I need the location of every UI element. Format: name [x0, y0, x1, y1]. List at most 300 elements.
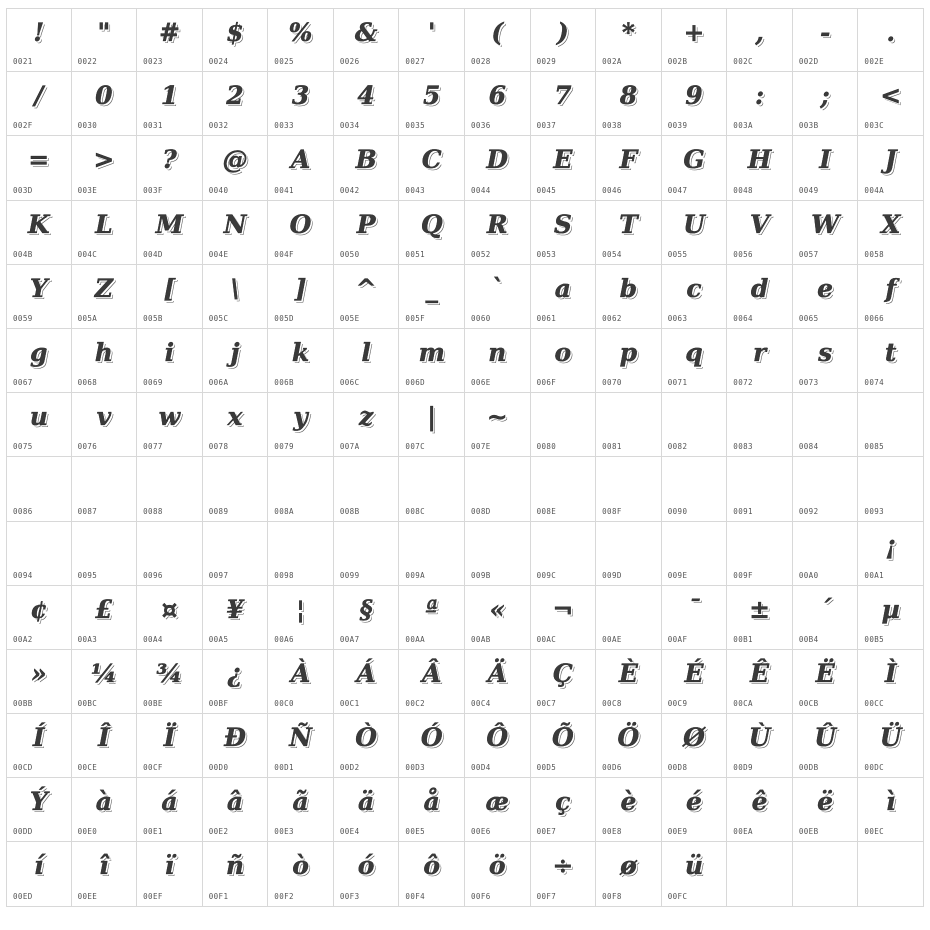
glyph-cell[interactable] [596, 586, 662, 650]
glyph-cell[interactable] [531, 201, 597, 265]
glyph-cell[interactable] [793, 586, 859, 650]
glyph-cell[interactable] [858, 72, 924, 136]
glyph-cell[interactable] [6, 329, 72, 393]
glyph-cell[interactable] [137, 586, 203, 650]
glyph-codepoint: 0072 [733, 378, 753, 388]
glyph-codepoint: 0067 [13, 378, 33, 388]
glyph-character [662, 397, 727, 437]
glyph-cell[interactable] [793, 8, 859, 72]
glyph-cell[interactable] [858, 842, 924, 906]
glyph-cell[interactable] [465, 201, 531, 265]
glyph-cell[interactable] [662, 72, 728, 136]
glyph-cell[interactable] [727, 136, 793, 200]
glyph-cell[interactable] [399, 714, 465, 778]
glyph-cell[interactable] [531, 8, 597, 72]
glyph-cell[interactable] [72, 650, 138, 714]
glyph-cell[interactable] [203, 778, 269, 842]
glyph-cell[interactable] [727, 842, 793, 906]
glyph-character: ¡ [885, 530, 897, 560]
glyph-cell[interactable] [72, 457, 138, 521]
glyph-cell[interactable] [137, 842, 203, 906]
glyph-cell[interactable] [531, 522, 597, 586]
glyph-codepoint: 00BC [77, 699, 98, 709]
glyph-character: µ [881, 594, 900, 624]
glyph-cell[interactable] [465, 522, 531, 586]
glyph-character [662, 526, 727, 566]
glyph-codepoint: 00F1 [208, 891, 229, 901]
glyph-character: S [553, 209, 572, 239]
glyph-character: ´ [818, 594, 832, 624]
glyph-cell[interactable] [858, 522, 924, 586]
glyph-cell[interactable] [662, 522, 728, 586]
glyph-cell[interactable] [203, 714, 269, 778]
glyph-character: 8 [619, 81, 638, 111]
glyph-cell[interactable] [137, 714, 203, 778]
glyph-character: » [30, 658, 47, 688]
glyph-cell[interactable] [465, 72, 531, 136]
glyph-cell[interactable] [268, 393, 334, 457]
glyph-codepoint: 00A1 [864, 570, 885, 580]
glyph-cell[interactable] [596, 778, 662, 842]
glyph-cell[interactable] [793, 329, 859, 393]
glyph-cell[interactable] [399, 842, 465, 906]
glyph-cell[interactable] [727, 265, 793, 329]
glyph-character: Í [32, 723, 45, 753]
glyph-cell[interactable] [6, 778, 72, 842]
glyph-codepoint: 0080 [536, 442, 557, 452]
glyph-cell[interactable] [137, 522, 203, 586]
glyph-character: Î [98, 723, 110, 753]
glyph-cell[interactable] [662, 778, 728, 842]
glyph-character: ã [292, 787, 309, 817]
glyph-codepoint: 00A6 [274, 634, 294, 644]
glyph-codepoint: 0061 [536, 313, 557, 323]
glyph-character [203, 461, 268, 501]
glyph-cell[interactable] [399, 8, 465, 72]
glyph-cell[interactable] [6, 72, 72, 136]
glyph-codepoint: 005B [143, 313, 163, 323]
glyph-cell[interactable] [334, 329, 400, 393]
glyph-cell[interactable] [531, 457, 597, 521]
glyph-cell[interactable] [137, 778, 203, 842]
glyph-codepoint: 004B [13, 249, 33, 259]
glyph-cell[interactable] [399, 329, 465, 393]
glyph-cell[interactable] [399, 201, 465, 265]
glyph-cell[interactable] [858, 457, 924, 521]
glyph-character: Ý [29, 787, 48, 817]
glyph-cell[interactable] [596, 201, 662, 265]
glyph-cell[interactable] [662, 393, 728, 457]
glyph-cell[interactable] [137, 72, 203, 136]
glyph-character: ; [820, 81, 830, 111]
glyph-character: Ò [355, 723, 378, 753]
glyph-codepoint: 00DC [864, 763, 885, 773]
glyph-codepoint: 00E2 [208, 827, 229, 837]
glyph-codepoint: 0047 [667, 185, 688, 195]
glyph-codepoint: 0053 [536, 249, 557, 259]
glyph-cell[interactable] [531, 586, 597, 650]
glyph-cell[interactable] [268, 136, 334, 200]
glyph-cell[interactable] [399, 72, 465, 136]
glyph-cell[interactable] [72, 265, 138, 329]
glyph-cell[interactable] [727, 393, 793, 457]
glyph-codepoint: 0035 [405, 121, 426, 131]
glyph-codepoint: 003A [733, 121, 753, 131]
glyph-character: ` [491, 273, 504, 303]
glyph-cell[interactable] [137, 457, 203, 521]
glyph-cell[interactable] [793, 522, 859, 586]
glyph-character: ÷ [552, 851, 574, 881]
glyph-codepoint: 00BE [143, 699, 163, 709]
glyph-codepoint: 00AE [602, 634, 622, 644]
glyph-codepoint: 00A4 [143, 634, 163, 644]
glyph-cell[interactable] [531, 265, 597, 329]
glyph-cell[interactable] [334, 8, 400, 72]
glyph-cell[interactable] [727, 714, 793, 778]
glyph-cell[interactable] [727, 522, 793, 586]
glyph-cell[interactable] [72, 714, 138, 778]
glyph-cell[interactable] [727, 778, 793, 842]
glyph-cell[interactable] [334, 393, 400, 457]
glyph-character: Ñ [289, 723, 312, 753]
glyph-cell[interactable] [203, 265, 269, 329]
glyph-cell[interactable] [858, 778, 924, 842]
glyph-cell[interactable] [268, 329, 334, 393]
glyph-cell[interactable] [268, 586, 334, 650]
glyph-codepoint: 00E7 [536, 827, 557, 837]
glyph-character: p [619, 337, 638, 367]
glyph-character: 5 [423, 81, 441, 111]
glyph-character: È [618, 658, 638, 688]
glyph-codepoint: 0099 [339, 570, 360, 580]
glyph-cell[interactable] [531, 842, 597, 906]
glyph-cell[interactable] [268, 650, 334, 714]
glyph-codepoint: 00CB [798, 699, 819, 709]
glyph-character: n [488, 337, 507, 367]
glyph-character: í [34, 851, 44, 881]
glyph-cell[interactable] [727, 72, 793, 136]
glyph-cell[interactable] [531, 714, 597, 778]
glyph-cell[interactable] [72, 8, 138, 72]
glyph-codepoint: 0033 [274, 121, 294, 131]
glyph-cell[interactable] [203, 393, 269, 457]
glyph-character [203, 526, 268, 566]
glyph-cell[interactable] [793, 136, 859, 200]
glyph-cell[interactable] [203, 72, 269, 136]
glyph-cell[interactable] [793, 457, 859, 521]
glyph-cell[interactable] [596, 714, 662, 778]
glyph-cell[interactable] [858, 201, 924, 265]
glyph-codepoint: 00E6 [470, 827, 491, 837]
glyph-character: u [29, 402, 48, 432]
glyph-cell[interactable] [268, 457, 334, 521]
glyph-cell[interactable] [268, 778, 334, 842]
glyph-codepoint: 00D3 [405, 763, 426, 773]
glyph-codepoint: 008A [274, 506, 294, 516]
glyph-cell[interactable] [596, 329, 662, 393]
glyph-cell[interactable] [334, 842, 400, 906]
glyph-cell[interactable] [662, 457, 728, 521]
glyph-cell[interactable] [6, 457, 72, 521]
glyph-cell[interactable] [531, 329, 597, 393]
glyph-codepoint: 0095 [77, 570, 98, 580]
glyph-cell[interactable] [72, 393, 138, 457]
glyph-cell[interactable] [72, 586, 138, 650]
glyph-cell[interactable] [596, 522, 662, 586]
glyph-cell[interactable] [596, 72, 662, 136]
glyph-cell[interactable] [203, 457, 269, 521]
glyph-character: 3 [291, 81, 310, 111]
glyph-cell[interactable] [6, 393, 72, 457]
glyph-cell[interactable] [399, 586, 465, 650]
glyph-codepoint: 0022 [77, 57, 98, 67]
glyph-cell[interactable] [662, 842, 728, 906]
glyph-character: 9 [685, 81, 703, 111]
glyph-cell[interactable] [137, 8, 203, 72]
glyph-codepoint: 00EC [864, 827, 885, 837]
glyph-cell[interactable] [596, 842, 662, 906]
glyph-cell[interactable] [72, 201, 138, 265]
glyph-character: ä [358, 787, 375, 817]
glyph-character [858, 846, 923, 886]
glyph-cell[interactable] [203, 650, 269, 714]
glyph-codepoint: 008C [405, 506, 426, 516]
glyph-cell[interactable] [399, 650, 465, 714]
glyph-character: H [747, 145, 772, 175]
glyph-cell[interactable] [662, 329, 728, 393]
glyph-cell[interactable] [793, 650, 859, 714]
glyph-cell[interactable] [334, 265, 400, 329]
glyph-codepoint: 0094 [13, 570, 33, 580]
glyph-character: æ [485, 787, 509, 817]
glyph-cell[interactable] [662, 714, 728, 778]
glyph-character: î [99, 851, 109, 881]
glyph-character: ª [425, 594, 438, 624]
glyph-cell[interactable] [72, 136, 138, 200]
glyph-cell[interactable] [72, 329, 138, 393]
glyph-cell[interactable] [6, 650, 72, 714]
glyph-cell[interactable] [268, 522, 334, 586]
glyph-cell[interactable] [137, 201, 203, 265]
glyph-cell[interactable] [399, 265, 465, 329]
glyph-character: ï [164, 851, 175, 881]
glyph-character: ± [749, 594, 771, 624]
glyph-cell[interactable] [465, 650, 531, 714]
glyph-character: o [554, 337, 572, 367]
glyph-cell[interactable] [727, 586, 793, 650]
glyph-cell[interactable] [858, 265, 924, 329]
glyph-character: % [288, 18, 313, 47]
glyph-cell[interactable] [662, 586, 728, 650]
glyph-cell[interactable] [334, 522, 400, 586]
glyph-character: Ü [879, 723, 902, 753]
glyph-character: " [97, 18, 111, 47]
glyph-character: ! [33, 18, 45, 47]
glyph-cell[interactable] [6, 714, 72, 778]
glyph-character: ] [294, 273, 307, 303]
glyph-cell[interactable] [465, 329, 531, 393]
glyph-cell[interactable] [727, 8, 793, 72]
glyph-cell[interactable] [137, 265, 203, 329]
glyph-cell[interactable] [6, 8, 72, 72]
glyph-cell[interactable] [858, 650, 924, 714]
glyph-cell[interactable] [662, 136, 728, 200]
glyph-cell[interactable] [268, 714, 334, 778]
glyph-codepoint: 003B [798, 121, 819, 131]
glyph-cell[interactable] [6, 522, 72, 586]
glyph-cell[interactable] [727, 457, 793, 521]
glyph-character: 1 [160, 81, 179, 111]
glyph-cell[interactable] [334, 72, 400, 136]
glyph-character: # [158, 18, 180, 47]
glyph-cell[interactable] [793, 393, 859, 457]
glyph-cell[interactable] [662, 201, 728, 265]
glyph-codepoint: 00BB [13, 699, 33, 709]
glyph-codepoint: 00CC [864, 699, 885, 709]
glyph-codepoint: 005D [274, 313, 294, 323]
glyph-cell[interactable] [531, 72, 597, 136]
glyph-codepoint: 0025 [274, 57, 294, 67]
glyph-cell[interactable] [858, 329, 924, 393]
glyph-cell[interactable] [137, 136, 203, 200]
glyph-cell[interactable] [465, 714, 531, 778]
glyph-cell[interactable] [531, 136, 597, 200]
glyph-cell[interactable] [6, 842, 72, 906]
glyph-character [858, 461, 923, 501]
glyph-cell[interactable] [465, 136, 531, 200]
glyph-cell[interactable] [465, 586, 531, 650]
glyph-cell[interactable] [203, 8, 269, 72]
glyph-cell[interactable] [465, 842, 531, 906]
glyph-cell[interactable] [203, 136, 269, 200]
glyph-cell[interactable] [596, 393, 662, 457]
glyph-cell[interactable] [531, 778, 597, 842]
glyph-cell[interactable] [268, 201, 334, 265]
glyph-cell[interactable] [399, 522, 465, 586]
glyph-cell[interactable] [72, 778, 138, 842]
glyph-cell[interactable] [137, 650, 203, 714]
glyph-character: - [819, 18, 831, 47]
glyph-cell[interactable] [727, 201, 793, 265]
glyph-codepoint: 0083 [733, 442, 753, 452]
glyph-cell[interactable] [334, 778, 400, 842]
glyph-character: T [619, 209, 638, 239]
glyph-cell[interactable] [334, 201, 400, 265]
glyph-cell[interactable] [793, 842, 859, 906]
glyph-cell[interactable] [72, 72, 138, 136]
glyph-cell[interactable] [531, 650, 597, 714]
glyph-cell[interactable] [399, 136, 465, 200]
glyph-codepoint: 0041 [274, 185, 294, 195]
glyph-cell[interactable] [6, 265, 72, 329]
glyph-codepoint: 0029 [536, 57, 557, 67]
glyph-character: D [486, 145, 509, 175]
glyph-character [727, 526, 792, 566]
glyph-cell[interactable] [793, 265, 859, 329]
glyph-character: É [684, 658, 704, 688]
glyph-cell[interactable] [793, 714, 859, 778]
glyph-cell[interactable] [793, 201, 859, 265]
glyph-cell[interactable] [793, 778, 859, 842]
glyph-cell[interactable] [531, 393, 597, 457]
glyph-cell[interactable] [203, 842, 269, 906]
glyph-cell[interactable] [858, 8, 924, 72]
glyph-cell[interactable] [465, 778, 531, 842]
glyph-codepoint: 0039 [667, 121, 688, 131]
glyph-cell[interactable] [6, 201, 72, 265]
glyph-codepoint: 0091 [733, 506, 753, 516]
glyph-character: ó [357, 851, 375, 881]
glyph-codepoint: 00AA [405, 634, 426, 644]
glyph-cell[interactable] [137, 329, 203, 393]
glyph-cell[interactable] [662, 650, 728, 714]
glyph-cell[interactable] [203, 586, 269, 650]
glyph-cell[interactable] [399, 393, 465, 457]
glyph-character: ~ [486, 402, 508, 432]
glyph-codepoint: 00EE [77, 891, 98, 901]
glyph-cell[interactable] [203, 201, 269, 265]
glyph-cell[interactable] [268, 842, 334, 906]
glyph-character: e [817, 273, 834, 303]
glyph-codepoint: 00A3 [77, 634, 98, 644]
glyph-character: ë [817, 787, 834, 817]
glyph-cell[interactable] [203, 329, 269, 393]
glyph-cell[interactable] [662, 265, 728, 329]
glyph-cell[interactable] [596, 457, 662, 521]
glyph-cell[interactable] [727, 329, 793, 393]
glyph-character: b [619, 273, 638, 303]
glyph-character: Ï [163, 723, 176, 753]
glyph-cell[interactable] [596, 265, 662, 329]
glyph-cell[interactable] [858, 393, 924, 457]
glyph-cell[interactable] [465, 8, 531, 72]
glyph-cell[interactable] [334, 457, 400, 521]
glyph-cell[interactable] [399, 457, 465, 521]
glyph-character: ^ [355, 273, 377, 303]
glyph-cell[interactable] [596, 136, 662, 200]
glyph-codepoint: 0069 [143, 378, 163, 388]
glyph-cell[interactable] [72, 842, 138, 906]
glyph-cell[interactable] [6, 136, 72, 200]
glyph-codepoint: 006D [405, 378, 426, 388]
glyph-codepoint: 00AB [470, 634, 491, 644]
glyph-cell[interactable] [334, 136, 400, 200]
glyph-codepoint: 006C [339, 378, 360, 388]
glyph-cell[interactable] [727, 650, 793, 714]
glyph-cell[interactable] [793, 72, 859, 136]
glyph-cell[interactable] [465, 393, 531, 457]
glyph-cell[interactable] [334, 650, 400, 714]
glyph-cell[interactable] [465, 265, 531, 329]
glyph-cell[interactable] [858, 136, 924, 200]
glyph-cell[interactable] [72, 522, 138, 586]
glyph-cell[interactable] [137, 393, 203, 457]
glyph-cell[interactable] [596, 650, 662, 714]
glyph-cell[interactable] [858, 586, 924, 650]
glyph-cell[interactable] [596, 8, 662, 72]
glyph-cell[interactable] [268, 265, 334, 329]
glyph-cell[interactable] [662, 8, 728, 72]
glyph-cell[interactable] [203, 522, 269, 586]
glyph-cell[interactable] [334, 714, 400, 778]
glyph-cell[interactable] [334, 586, 400, 650]
glyph-cell[interactable] [399, 778, 465, 842]
glyph-cell[interactable] [268, 8, 334, 72]
glyph-cell[interactable] [858, 714, 924, 778]
glyph-cell[interactable] [6, 586, 72, 650]
glyph-cell[interactable] [465, 457, 531, 521]
glyph-cell[interactable] [268, 72, 334, 136]
